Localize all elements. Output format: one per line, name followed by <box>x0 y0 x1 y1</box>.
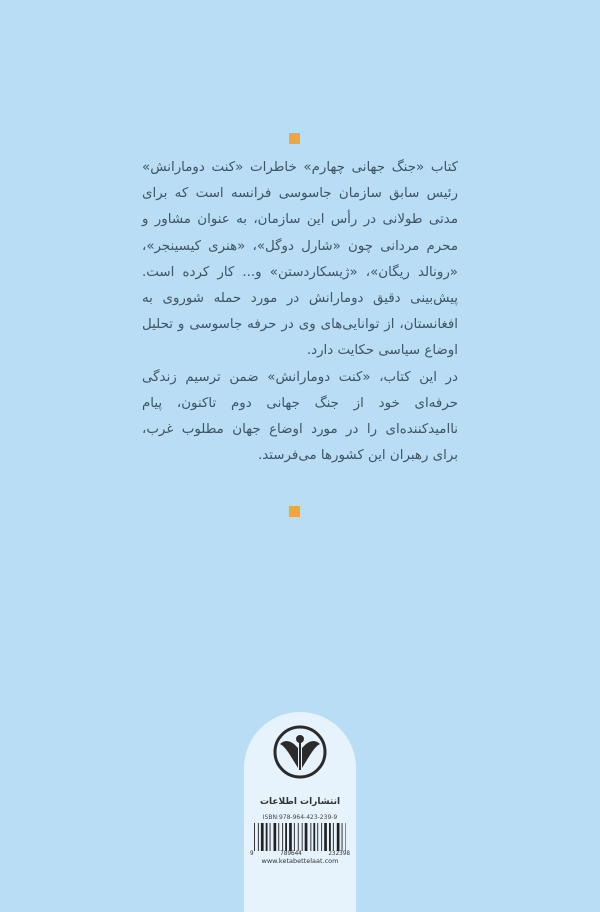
isbn: ISBN:978-964-423-239-9 <box>262 814 338 821</box>
barcode-bar <box>294 823 295 851</box>
barcode-bar <box>278 823 279 851</box>
publisher-name: انتشارات اطلاعات <box>259 797 341 807</box>
barcode-bar <box>274 823 277 851</box>
barcode-bar <box>317 823 318 851</box>
barcode-digit-group: 789644 <box>280 850 302 857</box>
publisher-website: www.ketabettelaat.com <box>261 857 339 865</box>
barcode-bar <box>285 823 287 851</box>
barcode-digit-group: 9 <box>250 850 254 857</box>
barcode-bar <box>298 823 299 851</box>
blurb-paragraph-1: کتاب «جنگ جهانی چهارم» خاطرات «کنت دومارانش» رئیس سابق سازمان جاسوسی فرانسه است که برای مدتی طولانی در رأس این سازمان، به عنوان مشاور و محرم مردانی چون «شارل دوگل»، «هنری کیسینجر»، «رونالد ریگان»، «ژیسکاردستن» و... کار کرده است. پیش‌بینی دقیق دومارانش در مورد حمله شوروی به افغانستان، از توانایی‌های وی در حرفه جاسوسی و تحلیل اوضاع سیاسی حکایت دارد. <box>142 160 458 359</box>
barcode-digits <box>250 850 350 857</box>
barcode-bar <box>261 823 264 851</box>
barcode-bar <box>337 823 340 851</box>
back-cover-blurb <box>142 155 458 469</box>
barcode-bar <box>342 823 343 851</box>
barcode-bar <box>254 823 255 851</box>
blurb-paragraph-2: در این کتاب، «کنت دومارانش» ضمن ترسیم زندگی حرفه‌ای خود از جنگ جهانی دوم تاکنون، پیام ناامیدکننده‌ای را در مورد اوضاع جهان مطلوب غرب، برای رهبران این کشورها می‌فرستد. <box>142 369 458 464</box>
barcode-bar <box>324 823 327 851</box>
barcode-bar <box>346 823 347 851</box>
orange-square-marker <box>289 506 300 517</box>
barcode-bar <box>310 823 311 851</box>
barcode-bar <box>258 823 259 851</box>
barcode <box>254 823 346 851</box>
barcode-bar <box>321 823 322 851</box>
barcode-bar <box>313 823 315 851</box>
barcode-bar <box>289 823 292 851</box>
barcode-bar <box>305 823 308 851</box>
publisher-logo-icon <box>272 724 328 780</box>
orange-square-marker <box>289 133 300 144</box>
barcode-digit-group: 232398 <box>328 850 350 857</box>
barcode-bar <box>282 823 283 851</box>
barcode-bar <box>333 823 334 851</box>
barcode-bar <box>270 823 271 851</box>
barcode-bar <box>302 823 303 851</box>
barcode-bar <box>266 823 268 851</box>
barcode-bar <box>329 823 331 851</box>
